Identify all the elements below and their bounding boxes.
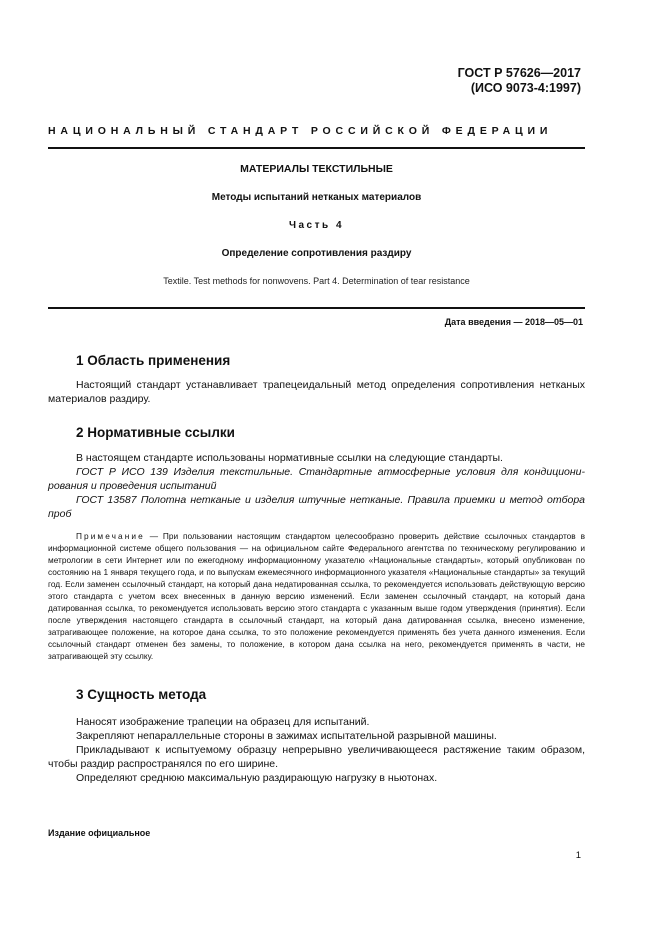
method-step-2: Закрепляют непараллельные стороны в зажимах испытательной разрывной машины.	[76, 730, 497, 742]
divider-bottom	[48, 307, 585, 309]
section-2-heading: 2 Нормативные ссылки	[76, 425, 235, 440]
part-title: Определение сопротивления раздиру	[221, 248, 412, 259]
note-label: Примечание	[76, 531, 145, 541]
section-1-heading: 1 Область применения	[76, 353, 231, 368]
document-title: МАТЕРИАЛЫ ТЕКСТИЛЬНЫЕ	[240, 163, 393, 175]
section-3-heading: 3 Сущность метода	[76, 687, 207, 702]
document-subtitle: Методы испытаний нетканых материалов	[211, 192, 422, 203]
method-step-1: Наносят изображение трапеции на образец для испытаний.	[76, 716, 370, 728]
reference-gost-13587: ГОСТ 13587 Полотна нетканые и изделия штучные нетканые. Правила приемки и метод отбора проб	[48, 494, 585, 520]
introduction-date: Дата введения — 2018—05—01	[444, 317, 583, 327]
standard-code	[458, 66, 581, 96]
national-standard-banner: НАЦИОНАЛЬНЫЙ СТАНДАРТ РОССИЙСКОЙ ФЕДЕРАЦИИ	[48, 125, 553, 137]
section-2-text	[48, 451, 585, 521]
section-3-text	[48, 715, 585, 785]
iso-number: (ИСО 9073-4:1997)	[470, 81, 581, 95]
references-intro: В настоящем стандарте использованы нормативные ссылки на следующие стандарты.	[76, 452, 503, 464]
official-edition-label: Издание официальное	[48, 828, 151, 838]
page-number: 1	[575, 850, 581, 861]
gost-number: ГОСТ Р 57626—2017	[457, 66, 581, 80]
english-title: Textile. Test methods for nonwovens. Part 4. Determination of tear resistance	[163, 276, 470, 286]
part-label: Часть 4	[288, 220, 345, 231]
scope-paragraph: Настоящий стандарт устанавливает трапецеидальный метод определения сопротивления нетканых материалов раздиру.	[48, 379, 585, 405]
method-step-4: Определяют среднюю максимальную раздирающую нагрузку в ньютонах.	[76, 772, 438, 784]
section-1-text	[48, 378, 585, 406]
section-2-note	[48, 530, 585, 662]
divider-top	[48, 147, 585, 149]
method-step-3: Прикладывают к испытуемому образцу непрерывно увеличивающееся растяжение таким образом, чтобы раздир распространялся по его ширине.	[48, 744, 585, 770]
note-text: — При пользовании настоящим стандартом целесообразно проверить действие ссылочных стандартов в информационной системе общего пользования — на официальном сайте Федерального агентства по техническому регулированию и метрологии в сети Интернет или по ежегодному информационному указателю «Национальные стандарты», который опубликован по состоянию на 1 января текущего года, и по выпускам ежемесячного информационного указателя «Национальные стандарты» за текущий год. Если заменен ссылочный стандарт, на который дана недатированная ссылка, то рекомендуется использовать действующую версию этого стандарта с учетом всех внесенных в данную версию изменений. Если заменен ссылочный стандарт, на который дана датированная ссылка, то рекомендуется использовать версию этого стандарта с указанным выше годом утверждения (принятия). Если после утверждения настоящего стандарта в ссылочный стандарт, на который дана датированная ссылка, внесено изменение, затрагивающее положение, на которое дана ссылка, то это положение рекомендуется применять без учета данного изменения. Если ссылочный стандарт отменен без замены, то положение, в котором дана ссылка на него, рекомендуется применять в части, не затрагивающей эту ссылку.	[48, 531, 585, 661]
reference-gost-iso-139: ГОСТ Р ИСО 139 Изделия текстильные. Стандартные атмосферные условия для кондиционирования и проведения испытаний	[48, 466, 585, 492]
